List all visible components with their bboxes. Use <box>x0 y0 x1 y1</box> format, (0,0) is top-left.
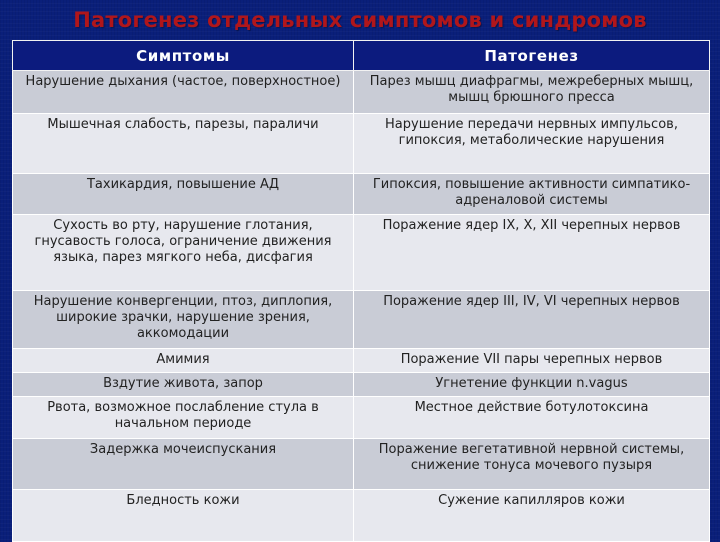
pathogenesis-cell: Угнетение функции n.vagus <box>354 373 710 397</box>
symptoms-table <box>12 40 710 542</box>
table-row <box>13 490 710 542</box>
pathogenesis-cell: Нарушение передачи нервных импульсов, гипоксия, метаболические нарушения <box>354 114 710 174</box>
table-row <box>13 71 710 114</box>
symptom-cell: Рвота, возможное послабление стула в начальном периоде <box>13 397 354 439</box>
symptom-cell: Амимия <box>13 349 354 373</box>
symptom-cell: Вздутие живота, запор <box>13 373 354 397</box>
symptom-cell: Задержка мочеиспускания <box>13 439 354 490</box>
pathogenesis-cell: Местное действие ботулотоксина <box>354 397 710 439</box>
table-row <box>13 174 710 215</box>
symptom-cell: Тахикардия, повышение АД <box>13 174 354 215</box>
slide-title: Патогенез отдельных симптомов и синдромов <box>73 8 647 32</box>
header-pathogenesis: Патогенез <box>354 41 710 71</box>
pathogenesis-cell: Сужение капилляров кожи <box>354 490 710 542</box>
table-row <box>13 439 710 490</box>
table-row <box>13 114 710 174</box>
symptom-cell: Сухость во рту, нарушение глотания, гнусавость голоса, ограничение движения языка, парез мягкого неба, дисфагия <box>13 215 354 291</box>
pathogenesis-cell: Поражение вегетативной нервной системы, снижение тонуса мочевого пузыря <box>354 439 710 490</box>
pathogenesis-cell: Поражение VII пары черепных нервов <box>354 349 710 373</box>
symptom-cell: Нарушение конвергенции, птоз, диплопия, широкие зрачки, нарушение зрения, аккомодации <box>13 291 354 349</box>
symptom-cell: Нарушение дыхания (частое, поверхностное) <box>13 71 354 114</box>
table-row <box>13 291 710 349</box>
table-header-row <box>13 41 710 71</box>
table-row <box>13 397 710 439</box>
header-symptoms: Симптомы <box>13 41 354 71</box>
table-row <box>13 349 710 373</box>
table-row <box>13 215 710 291</box>
pathogenesis-cell: Парез мышц диафрагмы, межреберных мышц, мышц брюшного пресса <box>354 71 710 114</box>
symptom-cell: Мышечная слабость, парезы, параличи <box>13 114 354 174</box>
symptom-cell: Бледность кожи <box>13 490 354 542</box>
pathogenesis-cell: Гипоксия, повышение активности симпатико-адреналовой системы <box>354 174 710 215</box>
table-row <box>13 373 710 397</box>
pathogenesis-cell: Поражение ядер IX, X, XII черепных нервов <box>354 215 710 291</box>
pathogenesis-cell: Поражение ядер III, IV, VI черепных нервов <box>354 291 710 349</box>
